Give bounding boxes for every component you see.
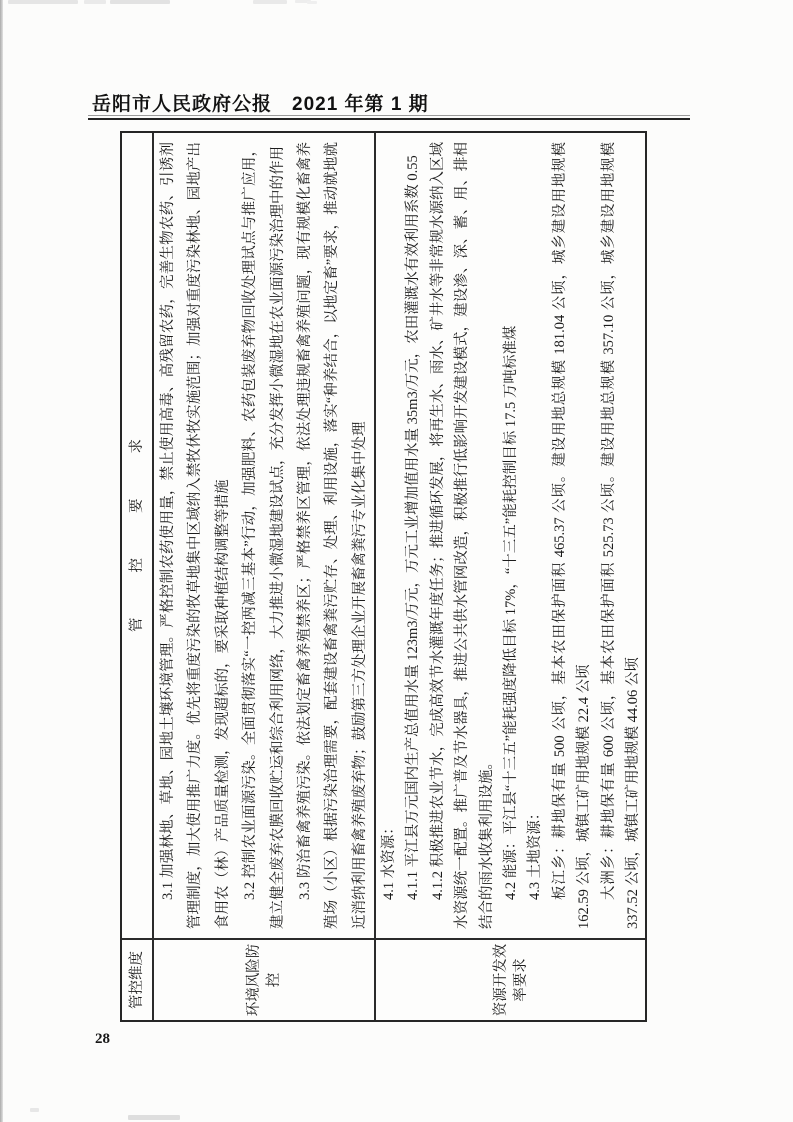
row-label-resource-efficiency: 资源开发效率要求 [374,940,645,1020]
requirement-paragraph: 大洲乡：耕地保有量 600 公顷，基本农田保护面积 525.73 公顷。建设用地总规模 357.10 公顷，城乡建设用地规模 337.52 公顷，城镇工矿用地规模 44.06 公顷 [600,142,642,929]
scan-artifact [253,0,287,4]
header-requirement-label: 管控要求 [129,394,145,632]
row-content-resource-efficiency [374,133,645,940]
row-content-environmental-risk [152,133,374,940]
header-cell-dimension: 管控维度 [129,951,145,1009]
requirement-paragraph: 4.1.1 平江县万元国内生产总值用水量 123m3/万元，万元工业增加值用水量 35m3/万元，农田灌溉水有效利用系数 0.55 [405,155,422,900]
scan-artifact [110,0,170,4]
scan-artifact [128,1115,180,1120]
page-number: 28 [95,1031,110,1047]
requirement-paragraph: 3.1 加强林地、草地、园地土壤环境管理。严格控制农药使用量，禁止使用高毒、高残留农药，完善生物农药、引诱剂管理制度，加大使用推广力度。优先将重度污染的牧草地集中区域纳入禁牧休牧实施范围；加强对重度污染林地、园地产出食用农（林）产品质量检测，发现超标的，要采取种植结构调整等措施 [160,142,231,929]
requirement-paragraph: 4.2 能源：平江县“十三五”能耗强度降低目标 17%，“十三五”能耗控制目标 17.5 万吨标准煤 [503,325,520,900]
requirement-paragraph: 3.3 防治畜禽养殖污染。依法划定畜禽养殖禁养区；严格禁养区管理，依法处理违规畜禽养殖问题，现有规模化畜禽养殖场（小区）根据污染治理需要，配套建设畜禽粪污贮存、处理、利用设施，落实“种养结合，以地定畜”要求，推动就地就近消纳利用畜禽养殖废弃物；鼓励第三方处理企业开展畜禽粪污专业化集中处理 [297,142,368,929]
requirement-paragraph: 4.3 土地资源： [527,805,544,900]
masthead-rule [88,115,690,120]
scan-artifact [84,0,106,4]
requirement-paragraph: 4.1 水资源： [381,820,397,900]
requirement-paragraph: 板江乡：耕地保有量 500 公顷，基本农田保护面积 465.37 公顷。建设用地总规模 181.04 公顷，城乡建设用地规模 162.59 公顷，城镇工矿用地规模 22.4 公顷 [551,142,593,929]
header-cell-requirement [122,133,152,940]
scan-artifact [307,1,317,4]
scan-artifact [30,1108,39,1112]
scan-artifact [8,0,78,4]
masthead-title: 岳阳市人民政府公报 2021 年第 1 期 [92,94,429,115]
requirement-paragraph: 3.2 控制农业面源污染。全面贯彻落实“一控两减三基本”行动，加强肥料、农药包装废弃物回收处理试点与推广应用，建立健全废弃农膜回收贮运和综合利用网络，大力推进小微湿地建设试点，充分发挥小微湿地在农业面源污染治理中的作用 [242,142,286,929]
control-requirements-table [120,131,647,1022]
row-label-environmental-risk: 环境风险防控 [152,940,374,1020]
rotated-table-wrapper [120,131,647,1022]
requirement-paragraph: 4.1.2 积极推进农业节水，完成高效节水灌溉年度任务；推进循环发展，将再生水、雨水、矿井水等非常规水源纳入区域水资源统一配置。推广普及节水器具，推进公共供水管网改造，积极推行低影响开发建设模式，建设渗、深、蓄、用、排相结合的雨水收集利用设施。 [429,142,495,929]
scan-edge-artifact [0,0,3,1122]
